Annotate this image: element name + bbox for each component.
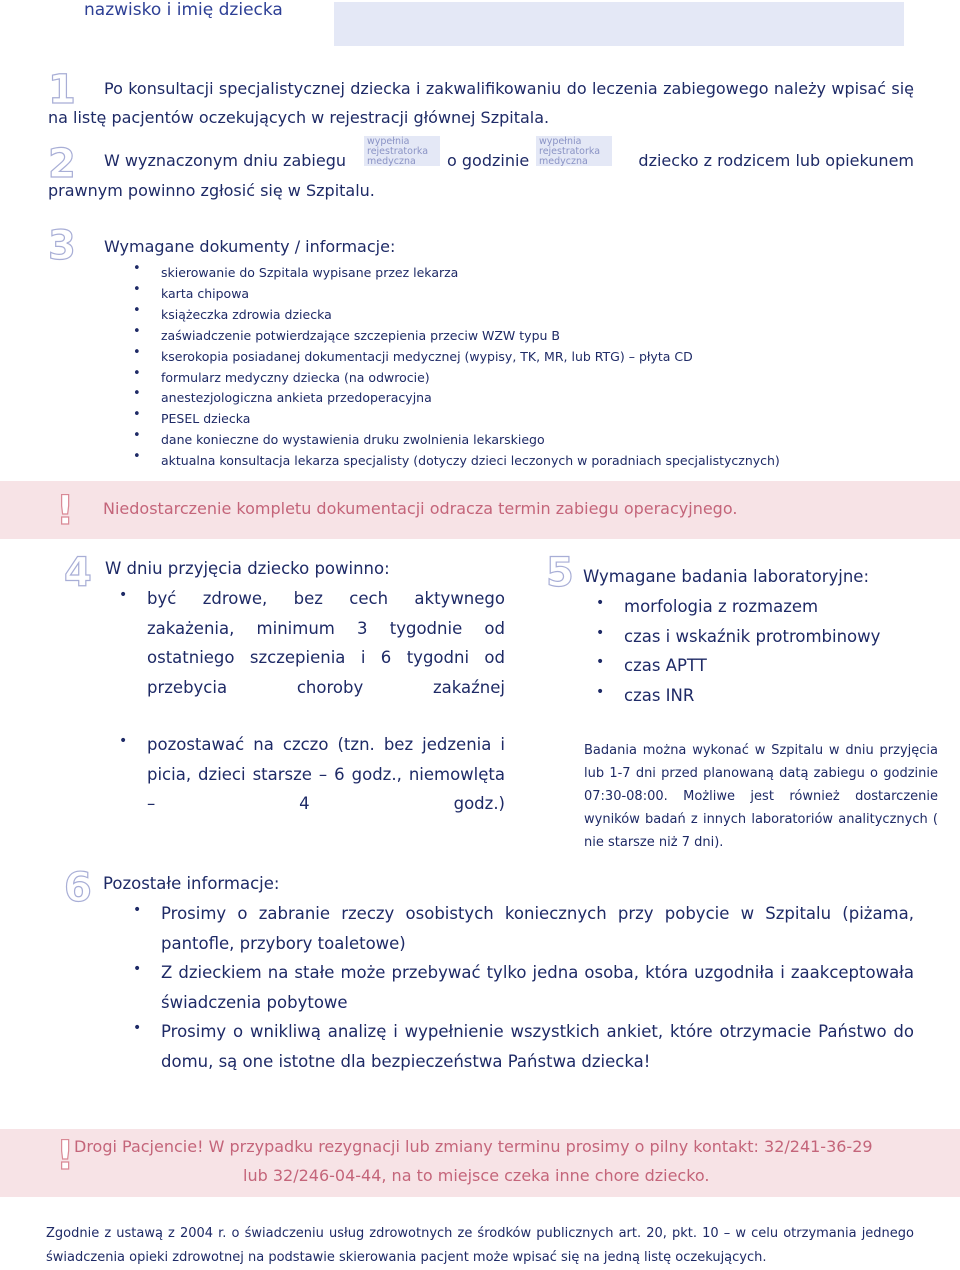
section-number-6: 6 [64,865,92,911]
list-item: • Prosimy o wnikliwą analizę i wypełnienie wszystkich ankiet, które otrzymacie Państwo do domu, są one istotne dla bezpieczeństwa Państwa dziecka! [133,1017,914,1076]
section-6-heading: Pozostałe informacje: [103,874,280,893]
list-item: • karta chipowa [133,284,893,305]
section-number-4: 4 [64,550,92,596]
contact-warning-line-2: lub 32/246-04-44, na to miejsce czeka inne chore dziecko. [243,1166,710,1185]
section-5-heading: Wymagane badania laboratoryjne: [583,567,870,586]
section-number-3: 3 [48,223,76,269]
admission-conditions-list [119,584,505,702]
section-3-heading: Wymagane dokumenty / informacje: [104,237,396,256]
admission-conditions-list-2 [119,730,505,819]
list-item: • kserokopia posiadanej dokumentacji medycznej (wypisy, TK, MR, lub RTG) – płyta CD [133,347,893,368]
section-number-5: 5 [546,550,574,596]
section-2-text-start: W wyznaczonym dniu zabiegu [104,151,346,170]
legal-footnote: Zgodnie z ustawą z 2004 r. o świadczeniu usług zdrowotnych ze środków publicznych art. 20, pkt. 10 – w celu otrzymania jednego świadczenia opieki zdrowotnej na podstawie skierowania pacjent może wpisać się na jedną listę oczekujących. [46,1226,914,1265]
list-item: • czas INR [596,681,916,711]
child-name-field[interactable] [334,2,904,46]
list-item: • Prosimy o zabranie rzeczy osobistych koniecznych przy pobycie w Szpitalu (piżama, pantofle, przybory toaletowe) [133,899,914,958]
section-4-heading: W dniu przyjęcia dziecko powinno: [105,559,390,578]
warning-icon: ! [56,1133,75,1179]
list-item: • anestezjologiczna ankieta przedoperacyjna [133,388,893,409]
required-documents-list [133,263,893,472]
list-item: • skierowanie do Szpitala wypisane przez lekarza [133,263,893,284]
list-item: • Z dzieckiem na stałe może przebywać tylko jedna osoba, która uzgodniła i zaakceptowała świadczenia pobytowe [133,958,914,1017]
child-name-label: nazwisko i imię dziecka [84,0,283,20]
section-number-2: 2 [48,141,76,187]
lab-tests-list [596,592,916,710]
contact-warning-line-1: Drogi Pacjencie! W przypadku rezygnacji lub zmiany terminu prosimy o pilny kontakt: 32/241-36-29 [74,1137,873,1156]
list-item: • czas i wskaźnik protrombinowy [596,622,916,652]
other-info-list [133,899,914,1076]
section-2-text-end: dziecko z rodzicem lub opiekunem [638,151,914,170]
list-item: • aktualna konsultacja lekarza specjalisty (dotyczy dzieci leczonych w poradniach specjalistycznych) [133,451,893,472]
section-1-text: Po konsultacji specjalistycznej dziecka i zakwalifikowaniu do leczenia zabiegowego należy wpisać się na listę pacjentów oczekujących w rejestracji głównej Szpitala. [48,79,914,127]
list-item: • czas APTT [596,651,916,681]
list-item: • PESEL dziecka [133,409,893,430]
list-item: • dane konieczne do wystawienia druku zwolnienia lekarskiego [133,430,893,451]
warning-icon: ! [56,488,75,534]
list-item: • morfologia z rozmazem [596,592,916,622]
section-number-1: 1 [48,67,76,113]
list-item: • formularz medyczny dziecka (na odwrocie) [133,368,893,389]
list-item: • zaświadczenie potwierdzające szczepienia przeciw WZW typu B [133,326,893,347]
list-item: • pozostawać na czczo (tzn. bez jedzenia i picia, dzieci starsze – 6 godz., niemowlęta – 4 godz.) [119,730,505,819]
list-item: • książeczka zdrowia dziecka [133,305,893,326]
surgery-date-field[interactable]: wypełnia rejestratorka medyczna [364,136,440,166]
warning-documents-text: Niedostarczenie kompletu dokumentacji odracza termin zabiegu operacyjnego. [103,499,738,518]
surgery-hour-field[interactable]: wypełnia rejestratorka medyczna [536,136,612,166]
section-2-text-last: prawnym powinno zgłosić się w Szpitalu. [48,181,375,200]
section-2-text-hour: o godzinie [447,151,530,170]
lab-tests-note: Badania można wykonać w Szpitalu w dniu przyjęcia lub 1-7 dni przed planowaną datą zabiegu o godzinie 07:30-08:00. Możliwe jest również dostarczenie wyników badań z innych laboratoriów analitycznych ( nie starsze niż 7 dni). [584,743,938,850]
list-item: • być zdrowe, bez cech aktywnego zakażenia, minimum 3 tygodnie od ostatniego szczepienia i 6 tygodni od przebycia choroby zakaźnej [119,584,505,702]
